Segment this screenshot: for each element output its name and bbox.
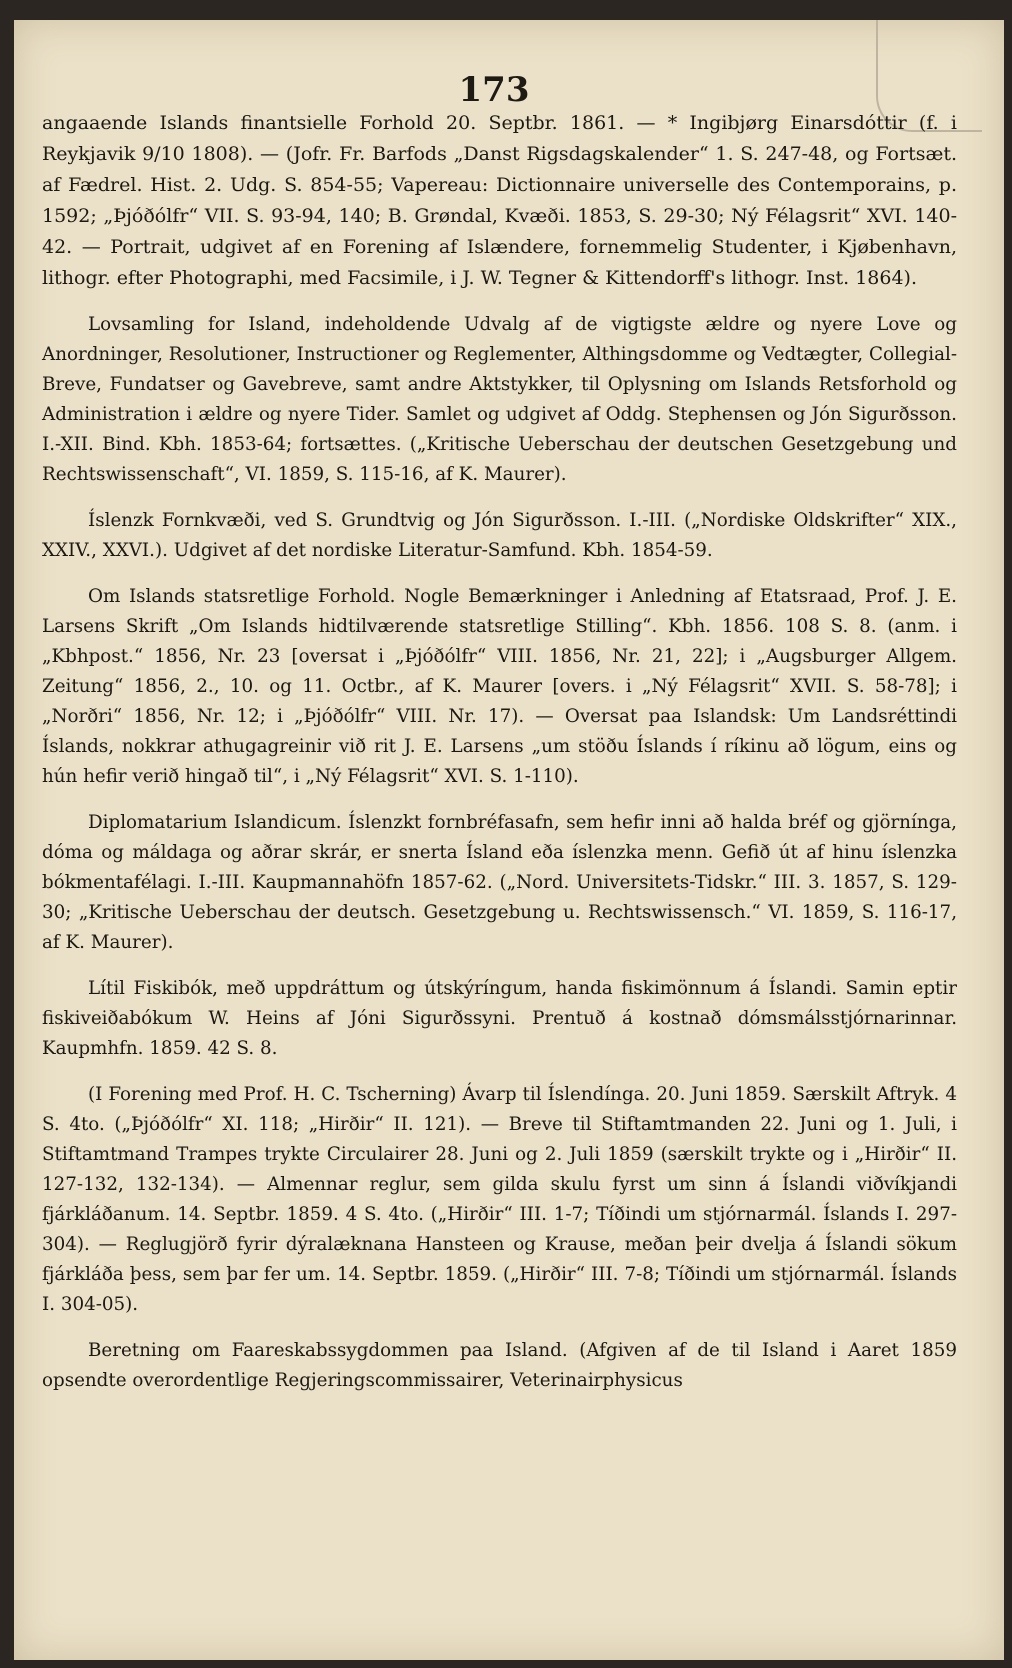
- paragraph-beretning: Beretning om Faareskabssygdommen paa Island. (Afgiven af de til Island i Aaret 1859 opsendte overordentlige Regjeringscommissairer, Veterinairphysicus: [42, 1340, 957, 1391]
- page-number: 173: [458, 70, 530, 110]
- paragraph-fiskibok: Lítil Fiskibók, með uppdráttum og útskýríngum, handa fiskimönnum á Íslandi. Samin eptir fiskiveiðabókum W. Heins af Jóni Sigurðssyni. Prentuð á kostnað dómsmálsstjórnarinnar. Kaupmhfn. 1859. 42 S. 8.: [42, 978, 957, 1059]
- paragraph-fornkvaedi: Íslenzk Fornkvæði, ved S. Grundtvig og Jón Sigurðsson. I.-III. („Nordiske Oldskrifter“ XIX., XXIV., XXVI.). Udgivet af det nordiske Literatur-Samfund. Kbh. 1854-59.: [42, 510, 957, 561]
- paragraph-lovsamling: Lovsamling for Island, indeholdende Udvalg af de vigtigste ældre og nyere Love og Anordninger, Resolutioner, Instructioner og Reglementer, Althingsdomme og Vedtægter, Collegial-Breve, Fundatser og Gavebreve, samt andre Aktstykker, til Oplysning om Islands Retsforhold og Administration i ældre og nyere Tider. Samlet og udgivet af Oddg. Stephensen og Jón Sigurðsson. I.-XII. Bind. Kbh. 1853-64; fortsættes. („Kritische Ueberschau der deutschen Gesetzgebung und Rechtswissenschaft“, VI. 1859, S. 115-16, af K. Maurer).: [42, 314, 957, 485]
- paragraph-ingibjorg: angaaende Islands finantsielle Forhold 20. Septbr. 1861. — * Ingibjørg Einarsdóttir (f. i Reykjavik 9/10 1808). — (Jofr. Fr. Barfods „Danst Rigsdagskalender“ 1. S. 247-48, og Fortsæt. af Fædrel. Hist. 2. Udg. S. 854-55; Vapereau: Dictionnaire universelle des Contemporains, p. 1592; „Þjóðólfr“ VII. S. 93-94, 140; B. Grøndal, Kvæði. 1853, S. 29-30; Ný Félagsrit“ XVI. 140-42. — Portrait, udgivet af en Forening af Islændere, fornemmelig Studenter, i Kjøbenhavn, lithogr. efter Photographi, med Facsimile, i J. W. Tegner & Kittendorff's lithogr. Inst. 1864).: [42, 112, 957, 289]
- page-left-shadow: [0, 0, 14, 1668]
- paragraph-avarp: (I Forening med Prof. H. C. Tscherning) Ávarp til Íslendínga. 20. Juni 1859. Særskilt Aftryk. 4 S. 4to. („Þjóðólfr“ XI. 118; „Hirðir“ II. 121). — Breve til Stiftamtmanden 22. Juni og 1. Juli, i Stiftamtmand Trampes trykte Circulairer 28. Juni og 2. Juli 1859 (særskilt trykte og i „Hirðir“ II. 127-132, 132-134). — Almennar reglur, sem gilda skulu fyrst um sinn á Íslandi viðvíkjandi fjárkláðanum. 14. Septbr. 1859. 4 S. 4to. („Hirðir“ III. 1-7; Tíðindi um stjórnarmál. Íslands I. 297-304). — Reglugjörð fyrir dýralæknana Hansteen og Krause, meðan þeir dvelja á Íslandi sökum fjárkláða þess, sem þar fer um. 14. Septbr. 1859. („Hirðir“ III. 7-8; Tíðindi um stjórnarmál. Íslands I. 304-05).: [42, 1084, 957, 1315]
- page-body: [42, 108, 957, 1412]
- paragraph-diplomatarium: Diplomatarium Islandicum. Íslenzkt fornbréfasafn, sem hefir inni að halda bréf og gjörnínga, dóma og máldaga og aðrar skrár, er snerta Ísland eða íslenzka menn. Gefið út af hinu íslenzka bókmentafélagi. I.-III. Kaupmannahöfn 1857-62. („Nord. Universitets-Tidskr.“ III. 3. 1857, S. 129-30; „Kritische Ueberschau der deutsch. Gesetzgebung u. Rechtswissensch.“ VI. 1859, S. 116-17, af K. Maurer).: [42, 812, 957, 953]
- paragraph-statsretlige: Om Islands statsretlige Forhold. Nogle Bemærkninger i Anledning af Etatsraad, Prof. J. E. Larsens Skrift „Om Islands hidtilværende statsretlige Stilling“. Kbh. 1856. 108 S. 8. (anm. i „Kbhpost.“ 1856, Nr. 23 [oversat i „Þjóðólfr“ VIII. 1856, Nr. 21, 22]; i „Augsburger Allgem. Zeitung“ 1856, 2., 10. og 11. Octbr., af K. Maurer [overs. i „Ný Félagsrit“ XVII. S. 58-78]; i „Norðri“ 1856, Nr. 12; i „Þjóðólfr“ VIII. Nr. 17). — Oversat paa Islandsk: Um Landsréttindi Íslands, nokkrar athugagreinir við rit J. E. Larsens „um stöðu Íslands í ríkinu að lögum, eins og hún hefir verið hingað til“, i „Ný Félagsrit“ XVI. S. 1-110).: [42, 586, 957, 787]
